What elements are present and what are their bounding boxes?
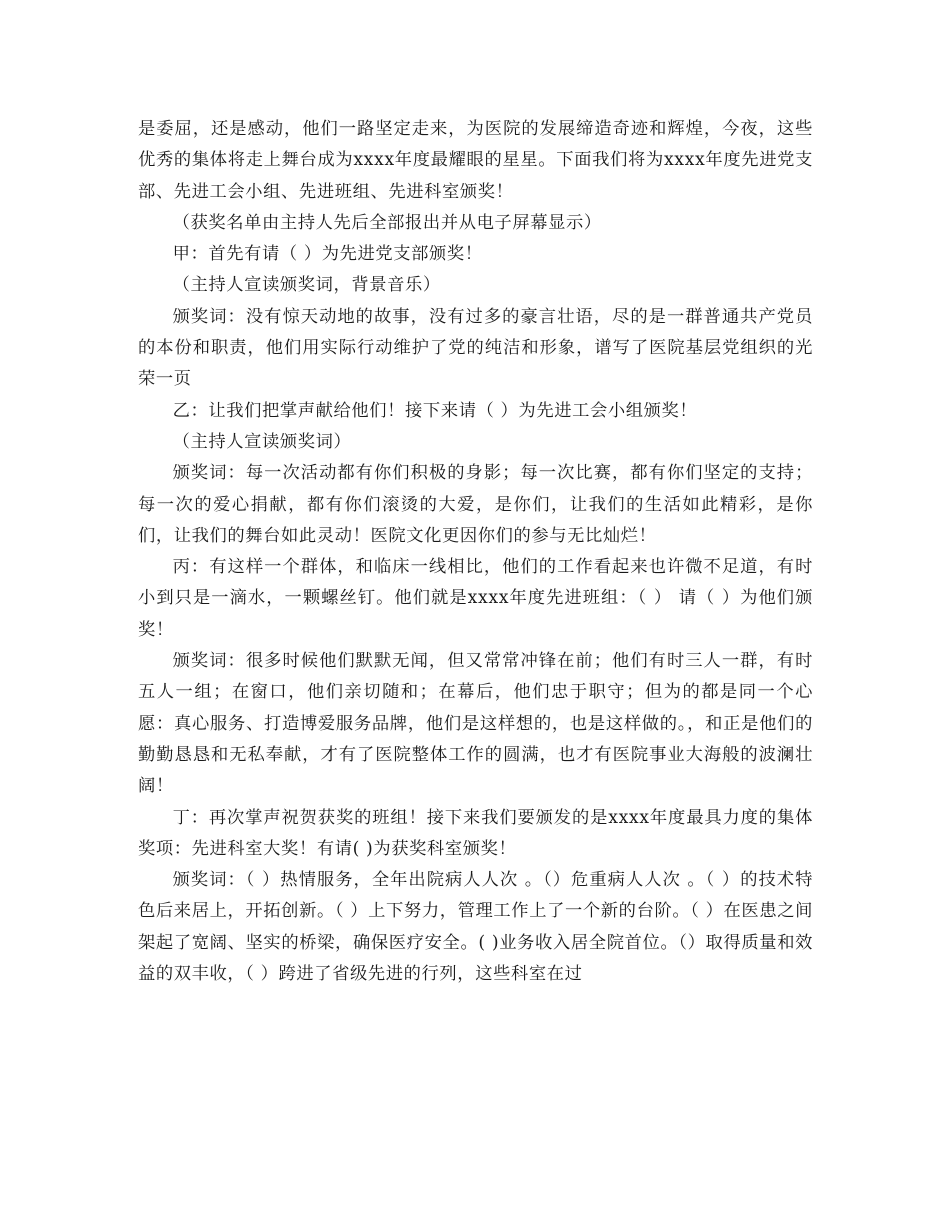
paragraph-award-speech-department: 颁奖词：（ ）热情服务，全年出院病人人次 。（）危重病人人次 。（ ）的技术特色后来居上，开拓创新。（ ）上下努力，管理工作上了一个新的台阶。（ ）在医患之间架起了宽阔、坚实的桥梁，确保医疗安全。( )业务收入居全院首位。（）取得质量和效益的双丰收，（ ）跨进了省级先进的行列，这些科室在过 — [138, 870, 813, 985]
paragraph-stage-direction-list: （获奖名单由主持人先后全部报出并从电子屏幕显示） — [172, 212, 602, 233]
paragraph-host-jia: 甲：首先有请（ ）为先进党支部颁奖！ — [172, 244, 483, 265]
paragraph-host-yi: 乙：让我们把掌声献给他们！接下来请（ ）为先进工会小组颁奖！ — [172, 400, 698, 421]
document-page — [138, 114, 813, 990]
paragraph-intro-continued: 是委屈，还是感动，他们一路坚定走来，为医院的发展缔造奇迹和辉煌，今夜，这些优秀的集体将走上舞台成为xxxx年度最耀眼的星星。下面我们将为xxxx年度先进党支部、先进工会小组、先进班组、先进科室颁奖！ — [138, 119, 813, 202]
paragraph-stage-direction-speech: （主持人宣读颁奖词） — [172, 431, 352, 452]
paragraph-award-speech-team: 颁奖词：很多时候他们默默无闻，但又常常冲锋在前；他们有时三人一群，有时五人一组；在窗口，他们亲切随和；在幕后，他们忠于职守；但为的都是同一个心愿：真心服务、打造博爱服务品牌，他们是这样想的，也是这样做的。，和正是他们的勤勤恳恳和无私奉献，才有了医院整体工作的圆满，也才有医院事业大海般的波澜壮阔！ — [138, 651, 813, 797]
paragraph-stage-direction-music: （主持人宣读颁奖词，背景音乐） — [172, 275, 441, 296]
paragraph-award-speech-party: 颁奖词：没有惊天动地的故事，没有过多的豪言壮语，尽的是一群普通共产党员的本份和职责，他们用实际行动维护了党的纯洁和形象，谱写了医院基层党组织的光荣一页 — [138, 306, 813, 390]
paragraph-host-bing: 丙：有这样一个群体，和临床一线相比，他们的工作看起来也许微不足道，有时小到只是一滴水，一颗螺丝钉。他们就是xxxx年度先进班组：（ ） 请（ ）为他们颁奖！ — [138, 557, 813, 640]
paragraph-host-ding: 丁：再次掌声祝贺获奖的班组！接下来我们要颁发的是xxxx年度最具力度的集体奖项：先进科室大奖！有请( )为获奖科室颁奖！ — [138, 807, 813, 859]
paragraph-award-speech-union: 颁奖词：每一次活动都有你们积极的身影；每一次比赛，都有你们坚定的支持；每一次的爱心捐献，都有你们滚烫的大爱，是你们，让我们的生活如此精彩，是你们，让我们的舞台如此灵动！医院文化更因你们的参与无比灿烂！ — [138, 463, 813, 546]
